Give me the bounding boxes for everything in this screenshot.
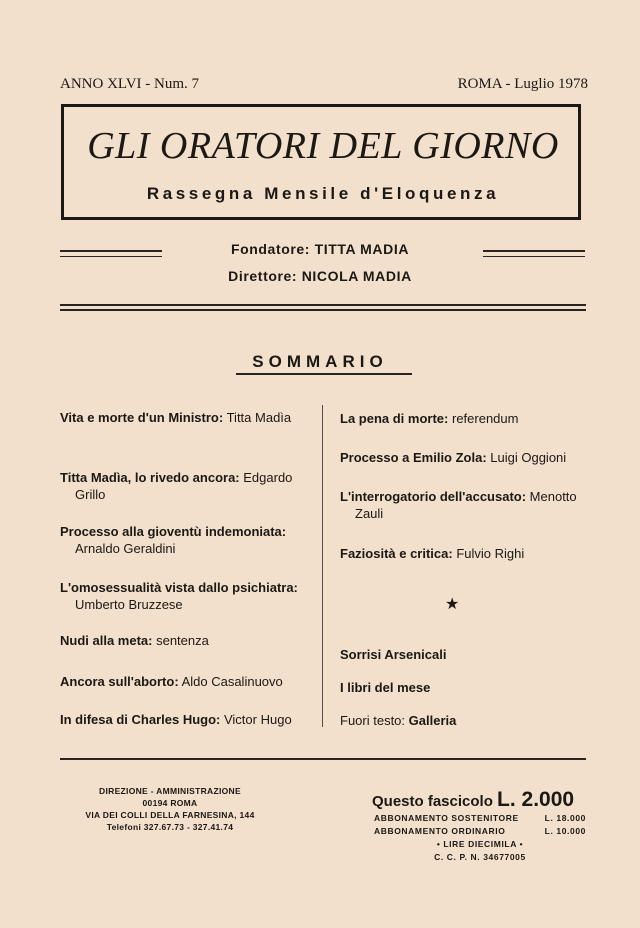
price-value: L. 2.000 — [497, 788, 575, 811]
director-line — [0, 268, 640, 284]
address-line: VIA DEI COLLI DELLA FARNESINA, 144 — [85, 810, 255, 820]
header-divider — [60, 304, 586, 311]
place-date: ROMA - Luglio 1978 — [457, 76, 588, 92]
issue-price — [372, 788, 574, 812]
toc-entry — [60, 409, 325, 426]
toc-title: Processo alla gioventù indemoniata: — [60, 524, 287, 539]
toc-author: Aldo Casalinuovo — [181, 674, 283, 689]
toc-entry — [60, 469, 325, 503]
toc-entry — [60, 523, 325, 557]
issue-number: ANNO XLVI - Num. 7 — [60, 76, 200, 92]
toc-entry — [60, 711, 325, 728]
toc-title: Nudi alla meta: — [60, 633, 153, 648]
toc-title: Processo a Emilio Zola: — [340, 450, 487, 465]
toc-entry — [60, 579, 325, 613]
toc-prefix: Fuori testo: — [340, 713, 406, 728]
toc-title: In difesa di Charles Hugo: — [60, 712, 221, 727]
address-line: DIREZIONE - AMMINISTRAZIONE — [99, 786, 241, 796]
footer-divider — [60, 758, 586, 760]
postal-account: C. C. P. N. 34677005 — [434, 852, 526, 862]
contents-heading: SOMMARIO — [252, 352, 388, 371]
subscription-value: L. 10.000 — [544, 826, 586, 836]
toc-entry — [340, 679, 607, 696]
toc-entry — [340, 449, 607, 466]
toc-entry — [340, 410, 607, 427]
contents-heading-underline — [236, 373, 412, 375]
toc-entry — [60, 632, 325, 649]
toc-title: Titta Madìa, lo rivedo ancora: — [60, 470, 240, 485]
toc-author: Titta Madìa — [226, 410, 292, 425]
toc-entry — [340, 712, 607, 729]
subscription-value: L. 18.000 — [544, 813, 586, 823]
address-line: 00194 ROMA — [142, 798, 198, 808]
subscription-label: ABBONAMENTO SOSTENITORE — [374, 813, 519, 823]
toc-title: Faziosità e critica: — [340, 546, 453, 561]
toc-author: Edgardo Grillo — [75, 470, 293, 502]
toc-title: Ancora sull'aborto: — [60, 674, 179, 689]
director-label: Direttore: — [228, 268, 298, 284]
founder-line — [0, 241, 640, 257]
toc-author: Fulvio Righi — [456, 546, 525, 561]
address-line: Telefoni 327.67.73 - 327.41.74 — [106, 822, 234, 832]
toc-author: Menotto Zauli — [355, 489, 577, 521]
director-name: NICOLA MADIA — [301, 268, 412, 284]
toc-author: Luigi Oggioni — [490, 450, 567, 465]
foreign-price: • LIRE DIECIMILA • — [436, 839, 524, 849]
toc-title: L'omosessualità vista dallo psichiatra: — [60, 580, 298, 595]
toc-author: referendum — [451, 411, 519, 426]
toc-author: Umberto Bruzzese — [75, 597, 183, 612]
masthead-title: GLI ORATORI DEL GIORNO — [87, 125, 559, 167]
toc-entry — [340, 488, 607, 522]
toc-title: Vita e morte d'un Ministro: — [60, 410, 224, 425]
founder-label: Fondatore: — [230, 241, 311, 257]
toc-author: Arnaldo Geraldini — [75, 541, 176, 556]
toc-entry — [340, 646, 607, 663]
toc-title: L'interrogatorio dell'accusato: — [340, 489, 527, 504]
toc-author: Victor Hugo — [223, 712, 292, 727]
toc-entry — [60, 673, 325, 690]
founder-name: TITTA MADIA — [314, 241, 410, 257]
toc-title: La pena di morte: — [340, 411, 449, 426]
toc-title: Galleria — [408, 713, 457, 728]
subscription-label: ABBONAMENTO ORDINARIO — [374, 826, 506, 836]
masthead-subtitle: Rassegna Mensile d'Eloquenza — [146, 184, 500, 203]
toc-author: sentenza — [156, 633, 209, 648]
toc-title: I libri del mese — [340, 680, 431, 695]
star-ornament: ★ — [445, 596, 460, 613]
price-label: Questo fascicolo — [372, 793, 493, 810]
toc-entry — [340, 545, 607, 562]
toc-title: Sorrisi Arsenicali — [340, 647, 447, 662]
